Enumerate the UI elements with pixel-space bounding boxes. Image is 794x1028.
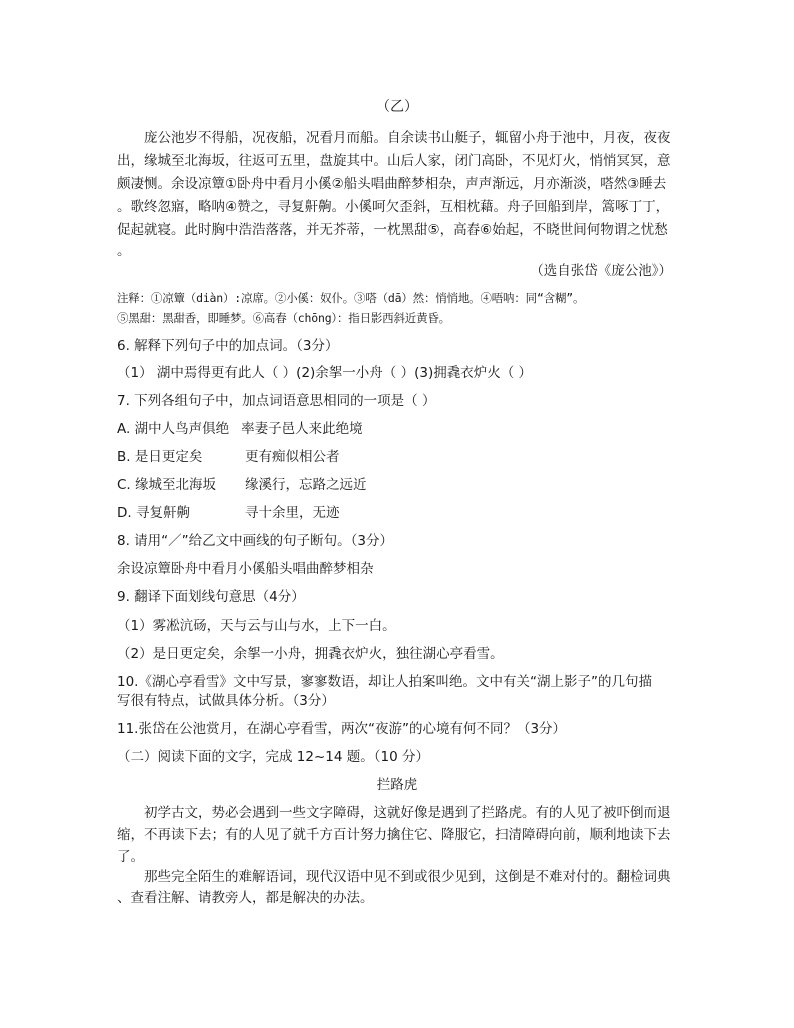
option-label: D. 寻复鼾齁 [117, 505, 190, 521]
question-9-item: （1）雾凇沆砀，天与云与山与水，上下一白。 [117, 618, 396, 634]
passage-line: 出，缘城至北海坂，往返可五里，盘旋其中。山后人家，闭门高卧，不见灯火，悄悄冥冥，意 [117, 153, 671, 169]
option-pair: 缘溪行，忘路之远近 [245, 477, 367, 493]
section-title-yi: （乙） [376, 99, 418, 115]
question-9: 9. 翻译下面划线句意思（4分） [117, 589, 305, 605]
article-line: 初学古文，势必会遇到一些文字障碍，这就好像是遇到了拦路虎。有的人见了被吓倒而退 [144, 805, 671, 821]
passage-line: 。 [117, 243, 131, 259]
option-b [117, 448, 340, 467]
question-10: 10.《湖心亭看雪》文中写景，寥寥数语，却让人拍案叫绝。文中有关“湖上影子”的几句描 [117, 674, 652, 690]
question-8: 8. 请用“／”给乙文中画线的句子断句。（3分） [117, 533, 393, 549]
source-citation: （选自张岱《庞公池》） [530, 263, 672, 279]
question-6: 6. 解释下列句子中的加点词。（3分） [117, 338, 339, 354]
option-pair: 寻十余里，无迹 [245, 505, 340, 521]
option-label: B. 是日更定矣 [117, 449, 203, 465]
annotation-line: ⑤黑甜：黑甜香，即睡梦。⑥高舂（chōng）：指日影西斜近黄昏。 [117, 311, 450, 325]
option-pair: 更有痴似相公者 [245, 449, 340, 465]
question-8-sentence: 余设凉簟卧舟中看月小傒船头唱曲醉梦相杂 [117, 561, 374, 577]
question-11: 11.张岱在公池赏月，在湖心亭看雪，两次“夜游”的心境有何不同？（3分） [117, 721, 567, 737]
passage-line: 颇凄恻。余设凉簟①卧舟中看月小傒②船头唱曲醉梦相杂，声声渐远，月亦渐淡，嗒然③睡去 [117, 176, 667, 192]
passage-line: 庞公池岁不得船，况夜船，况看月而船。自余读书山艇子，辄留小舟于池中，月夜，夜夜 [144, 130, 671, 146]
article-title: 拦路虎 [376, 777, 418, 793]
option-a [117, 420, 363, 439]
passage-line: 促起就寝。此时胸中浩浩落落，并无芥蒂，一枕黑甜⑤，高舂⑥始起，不晓世间何物谓之忧愁 [117, 222, 668, 238]
article-line: 了。 [117, 849, 144, 865]
article-line: 、查看注解、请教旁人，都是解决的办法。 [117, 890, 374, 906]
question-6-items: （1） 湖中焉得更有此人（ ）(2)余挐一小舟（ ）(3)拥毳衣炉火（ ） [117, 365, 532, 381]
section-2-heading: （二）阅读下面的文字，完成 12~14 题。（10 分） [117, 749, 429, 765]
article-line: 缩，不再读下去；有的人见了就千方百计努力擒住它、降服它，扫清障碍向前，顺利地读下去 [117, 827, 671, 843]
option-d [117, 504, 340, 523]
passage-line: 。歌终忽寤，略呐④赞之，寻复鼾齁。小傒呵欠歪斜，互相枕藉。舟子回船到岸，篙啄丁丁， [117, 199, 670, 215]
option-label: C. 缘城至北海坂 [117, 477, 217, 493]
question-10-cont: 写很有特点，试做具体分析。（3分） [117, 693, 335, 709]
option-label: A. 湖中人鸟声俱绝 [117, 421, 230, 437]
option-pair: 率妻子邑人来此绝境 [241, 421, 363, 437]
option-c [117, 476, 367, 495]
annotation-line: 注释：①凉簟（diàn）:凉席。②小傒：奴仆。③嗒（dā）然：悄悄地。④唔呐：同“含糊”。 [117, 291, 585, 305]
article-line: 那些完全陌生的难解语词，现代汉语中见不到或很少见到，这倒是不难对付的。翻检词典 [144, 869, 671, 885]
question-9-item: （2）是日更定矣，余挐一小舟，拥毳衣炉火，独往湖心亭看雪。 [117, 646, 504, 662]
question-7: 7. 下列各组句子中，加点词语意思相同的一项是（ ） [117, 393, 436, 409]
